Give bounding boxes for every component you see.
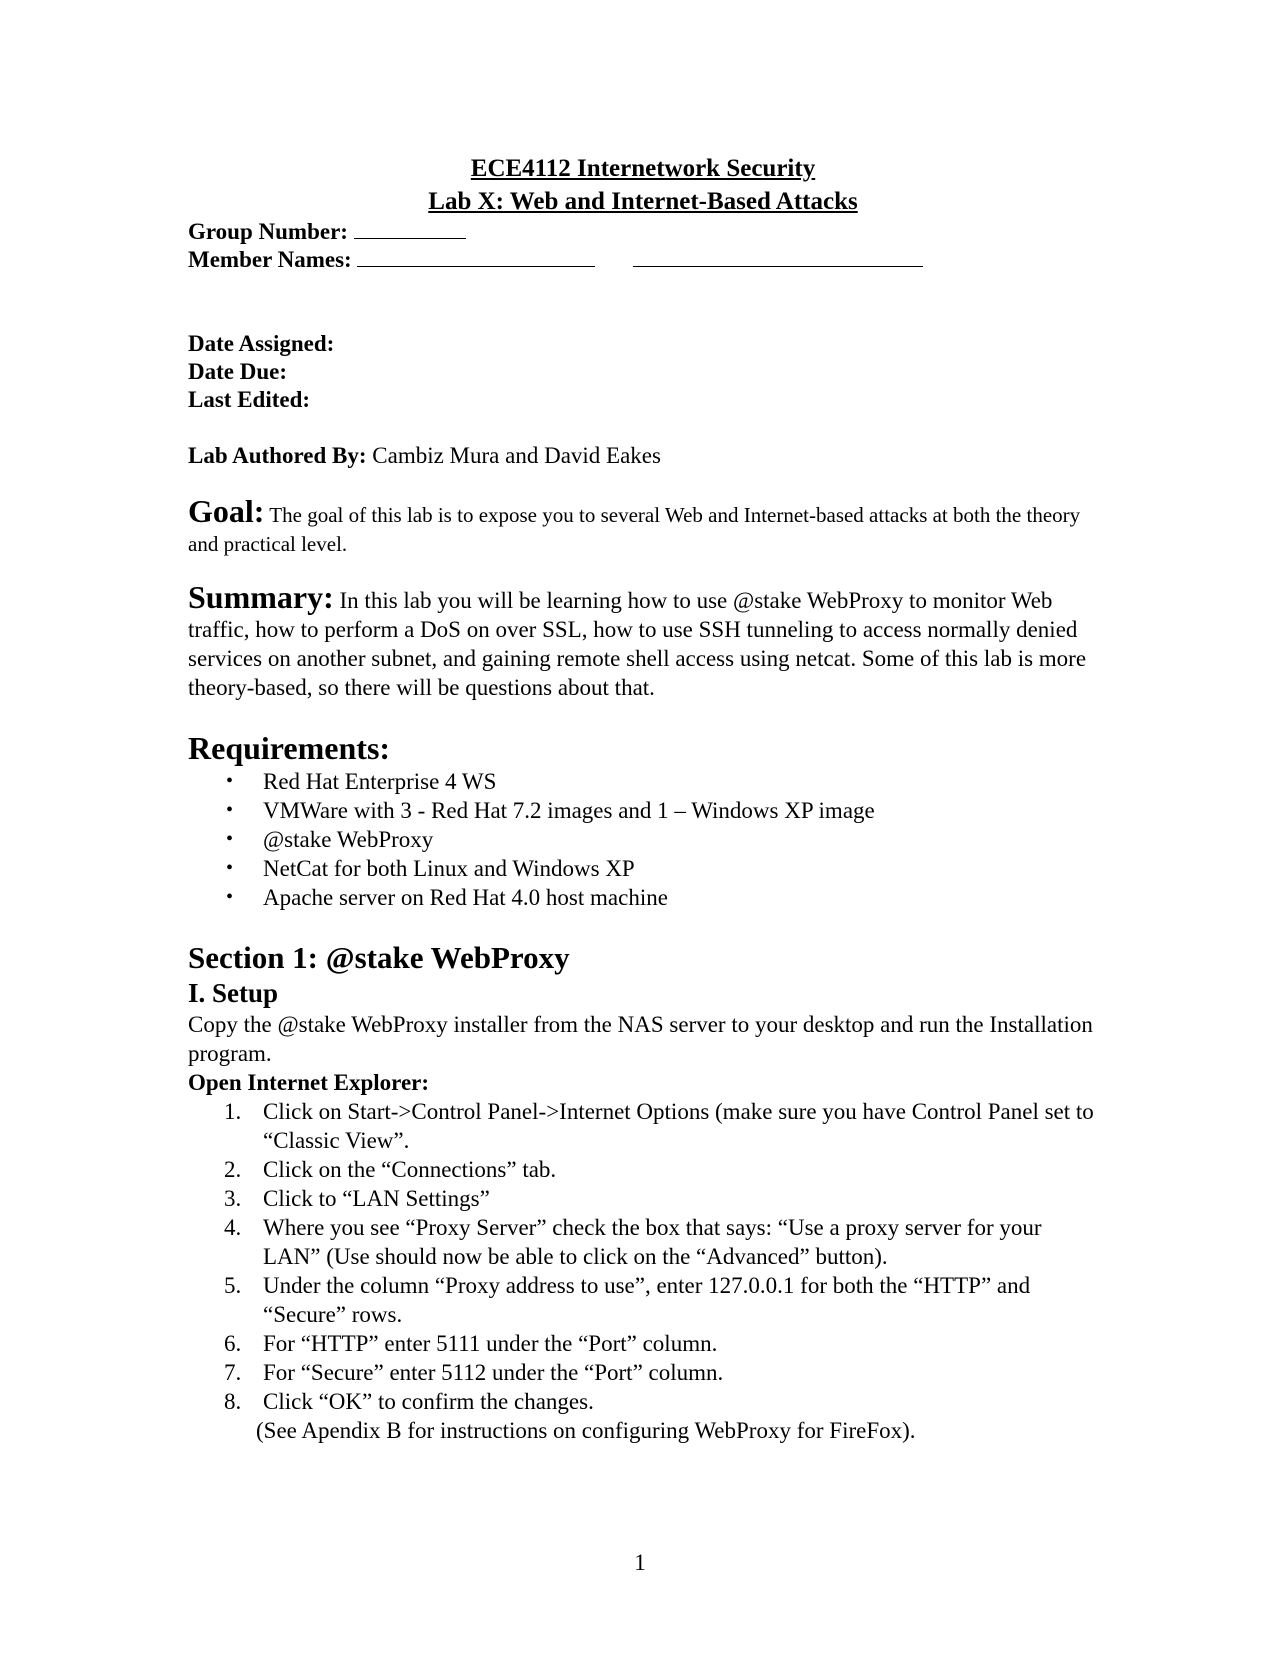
list-item: 4. Where you see “Proxy Server” check the box that says: “Use a proxy server for your LAN” (Use should now be able to click on the “Advanced” button). <box>224 1215 1042 1269</box>
goal-paragraph <box>188 493 1098 559</box>
list-item: • NetCat for both Linux and Windows XP <box>226 856 635 881</box>
bullet-icon: • <box>226 770 234 792</box>
list-item: • @stake WebProxy <box>226 827 434 852</box>
group-number-line <box>188 218 1098 246</box>
course-title: ECE4112 Internetwork Security <box>470 155 816 182</box>
list-item: 8. Click “OK” to confirm the changes. <box>224 1389 594 1414</box>
authored-by-line <box>188 441 1098 470</box>
member-name-blank-2 <box>633 246 923 267</box>
page-content <box>188 152 1098 1445</box>
summary-text: In this lab you will be learning how to use @stake WebProxy to monitor Web traffic, how to perform a DoS on over SSL, how to use SSH tunneling to access normally denied services on another subnet, and gaining remote shell access using netcat. Some of this lab is more theory-based, so there will be questions about that. <box>188 588 1087 700</box>
group-number-label: Group Number: <box>188 219 348 244</box>
group-number-blank <box>354 218 466 239</box>
bullet-icon: • <box>226 857 234 879</box>
list-item: • Red Hat Enterprise 4 WS <box>226 769 497 794</box>
list-item: • VMWare with 3 - Red Hat 7.2 images and 1 – Windows XP image <box>226 798 875 823</box>
requirements-list <box>188 767 1098 912</box>
list-item: 1. Click on Start->Control Panel->Internet Options (make sure you have Control Panel set to “Classic View”. <box>224 1099 1094 1153</box>
requirements-heading: Requirements: <box>188 730 391 766</box>
list-item: 7. For “Secure” enter 5112 under the “Port” column. <box>224 1360 724 1385</box>
setup-intro: Copy the @stake WebProxy installer from the NAS server to your desktop and run the Installation program. <box>188 1012 1093 1066</box>
date-assigned-label: Date Assigned: <box>188 331 335 356</box>
list-item: • Apache server on Red Hat 4.0 host machine <box>226 885 668 910</box>
bullet-icon: • <box>226 886 234 908</box>
dates-block <box>188 330 1098 414</box>
summary-paragraph <box>188 579 1098 702</box>
list-item: 5. Under the column “Proxy address to use”, enter 127.0.0.1 for both the “HTTP” and “Secure” rows. <box>224 1273 1031 1327</box>
open-ie-label: Open Internet Explorer: <box>188 1070 430 1095</box>
goal-text: The goal of this lab is to expose you to several Web and Internet-based attacks at both the theory and practical level. <box>188 503 1081 556</box>
date-due-label: Date Due: <box>188 359 287 384</box>
lab-title: Lab X: Web and Internet-Based Attacks <box>428 188 858 215</box>
member-name-blank-1 <box>357 246 595 267</box>
authored-by-label: Lab Authored By: <box>188 443 367 468</box>
member-names-label: Member Names: <box>188 247 352 272</box>
summary-heading: Summary: <box>188 579 334 615</box>
last-edited-label: Last Edited: <box>188 387 311 412</box>
bullet-icon: • <box>226 828 234 850</box>
section-1-heading: Section 1: @stake WebProxy <box>188 940 570 975</box>
goal-heading: Goal: <box>188 493 265 529</box>
list-item: 2. Click on the “Connections” tab. <box>224 1157 557 1182</box>
member-names-line <box>188 246 1098 274</box>
list-item: 3. Click to “LAN Settings” <box>224 1186 490 1211</box>
setup-steps <box>188 1097 1098 1416</box>
bullet-icon: • <box>226 799 234 821</box>
page-number: 1 <box>634 1550 646 1575</box>
title-block <box>188 152 1098 218</box>
setup-subheading: I. Setup <box>188 978 279 1008</box>
firefox-note: (See Apendix B for instructions on configuring WebProxy for FireFox). <box>256 1418 916 1443</box>
list-item: 6. For “HTTP” enter 5111 under the “Port” column. <box>224 1331 718 1356</box>
authored-by-value: Cambiz Mura and David Eakes <box>366 443 661 468</box>
